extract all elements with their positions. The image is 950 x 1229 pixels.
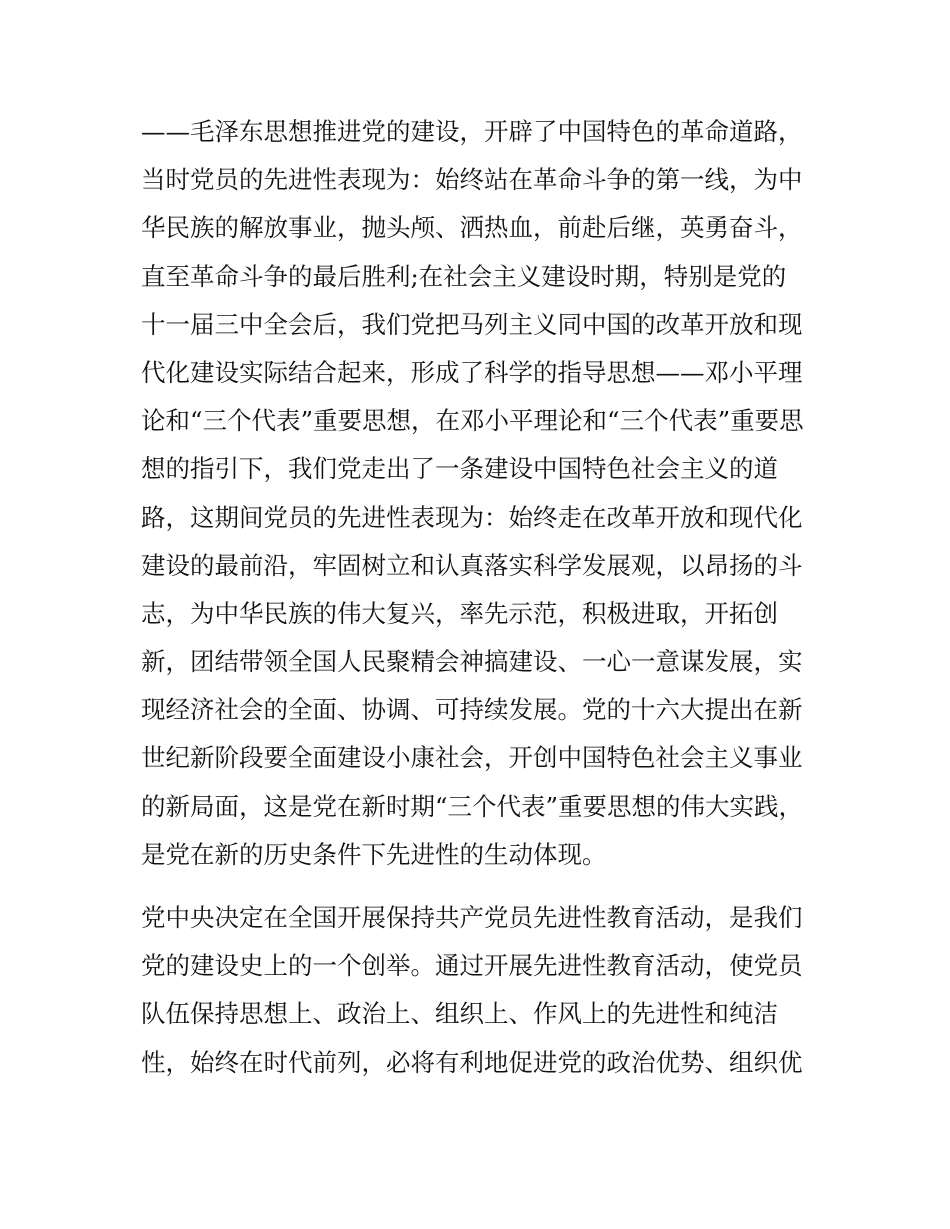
paragraph-line: 十一届三中全会后，我们党把马列主义同中国的改革开放和现 bbox=[141, 309, 803, 339]
paragraph-line: 想的指引下，我们党走出了一条建设中国特色社会主义的道 bbox=[141, 454, 778, 484]
paragraph-line: 建设的最前沿，牢固树立和认真落实科学发展观，以昂扬的斗 bbox=[141, 550, 803, 580]
paragraph-line: 现经济社会的全面、协调、可持续发展。党的十六大提出在新 bbox=[141, 695, 803, 725]
paragraph-line: 世纪新阶段要全面建设小康社会，开创中国特色社会主义事业 bbox=[141, 743, 803, 773]
paragraph-line: 代化建设实际结合起来，形成了科学的指导思想——邓小平理 bbox=[141, 357, 803, 387]
paragraph-line: 党的建设史上的一个创举。通过开展先进性教育活动，使党员 bbox=[141, 951, 803, 981]
paragraph-line: 华民族的解放事业，抛头颅、洒热血，前赴后继，英勇奋斗， bbox=[141, 213, 803, 243]
paragraph-line: 是党在新的历史条件下先进性的生动体现。 bbox=[141, 839, 607, 869]
paragraph-line: 论和“三个代表”重要思想，在邓小平理论和“三个代表”重要思 bbox=[141, 406, 804, 436]
paragraph-line: 当时党员的先进性表现为：始终站在革命斗争的第一线，为中 bbox=[141, 165, 803, 195]
paragraph-line: 志，为中华民族的伟大复兴，率先示范，积极进取，开拓创 bbox=[141, 598, 778, 628]
paragraph-2 bbox=[141, 894, 821, 1087]
paragraph-line: 性，始终在时代前列，必将有利地促进党的政治优势、组织优 bbox=[141, 1047, 803, 1077]
paragraph-line: 新，团结带领全国人民聚精会神搞建设、一心一意谋发展，实 bbox=[141, 647, 803, 677]
paragraph-line: 党中央决定在全国开展保持共产党员先进性教育活动，是我们 bbox=[141, 903, 803, 932]
paragraph-line: 队伍保持思想上、政治上、组织上、作风上的先进性和纯洁 bbox=[141, 999, 778, 1029]
paragraph-line: 路，这期间党员的先进性表现为：始终走在改革开放和现代化 bbox=[141, 502, 803, 532]
paragraph-line: 的新局面，这是党在新时期“三个代表”重要思想的伟大实践， bbox=[141, 791, 804, 821]
paragraph-line: ——毛泽东思想推进党的建设，开辟了中国特色的革命道路， bbox=[141, 117, 803, 146]
paragraph-line: 直至革命斗争的最后胜利;在社会主义建设时期，特别是党的 bbox=[141, 261, 787, 291]
paragraph-1 bbox=[141, 108, 821, 879]
